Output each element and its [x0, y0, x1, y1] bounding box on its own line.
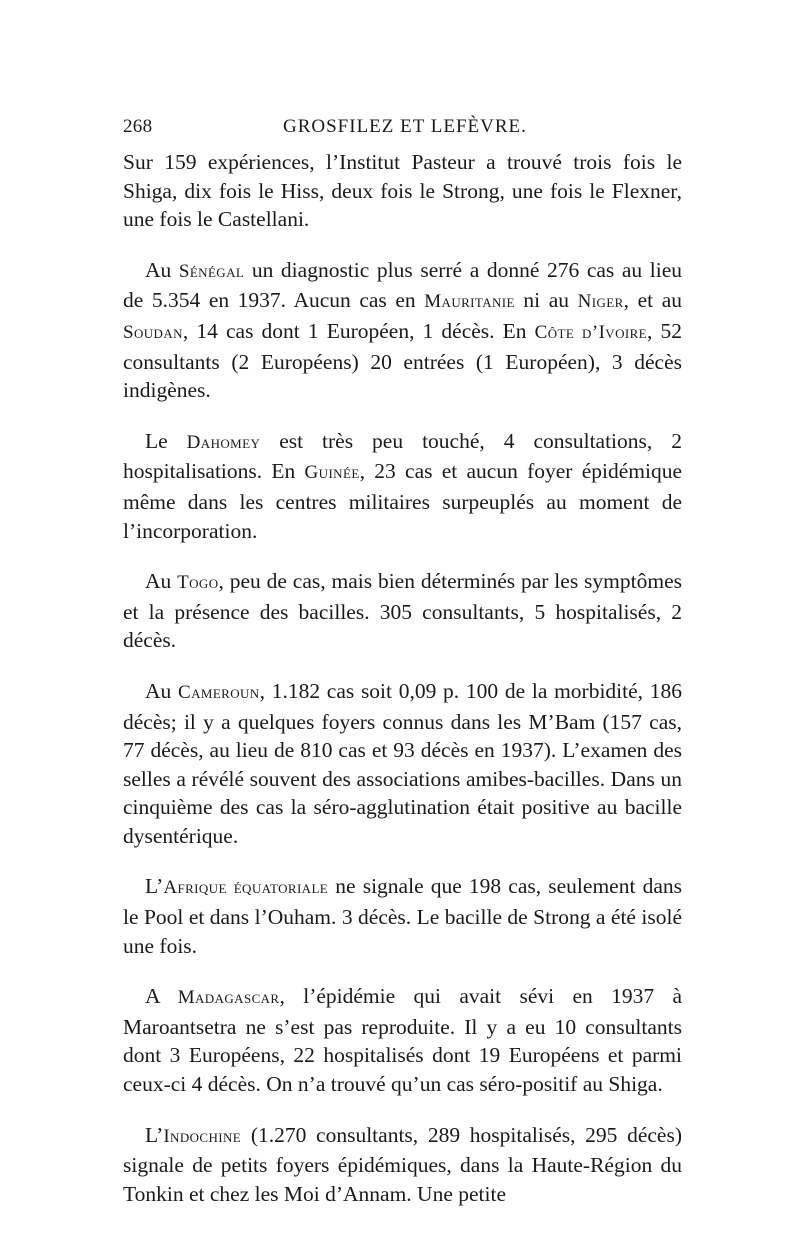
place-name: Afrique équatoriale	[163, 877, 329, 899]
paragraph-afrique-equatoriale	[123, 872, 682, 960]
text-segment: Le	[145, 428, 187, 453]
place-name: Togo	[177, 572, 219, 594]
paragraph-cameroun	[123, 677, 682, 851]
text-segment: , 23 cas et aucun foyer épidémique même dans les centres militaires surpeuplés au moment de l’incorporation.	[123, 459, 682, 543]
paragraph-senegal	[123, 256, 682, 405]
text-segment: ni au	[514, 288, 578, 313]
page-number: 268	[123, 116, 153, 137]
text-segment: , l’épidémie qui avait sévi en 1937 à Maroantsetra ne s’est pas reproduite. Il y a eu 10 consultants dont 3 Européens, 22 hospitalisés dont 19 Européens et parmi ceux-ci 4 décès. On n’a trouvé qu’un cas séro-positif au Shiga.	[123, 984, 683, 1097]
paragraph-indochine	[123, 1121, 682, 1209]
paragraph-dahomey	[123, 427, 682, 545]
place-name: Indochine	[163, 1125, 242, 1147]
text-segment: Au	[145, 678, 178, 703]
paragraph-1	[123, 148, 682, 234]
text-segment: , 1.182 cas soit 0,09 p. 100 de la morbidité, 186 décès; il y a quelques foyers connus dans les M’Bam (157 cas, 77 décès, au lieu de 810 cas et 93 décès en 1937). L’examen des selles a révélé souvent des associations amibes-bacilles. Dans un cinquième des cas la séro-agglutination était positive au bacille dysentérique.	[123, 678, 683, 848]
text-segment: , et au	[623, 288, 683, 313]
document-page	[123, 116, 682, 1230]
text-segment: un diagnostic plus serré a donné 276 cas au lieu de 5.354 en 1937. Aucun cas en	[123, 257, 682, 313]
paragraph-madagascar	[123, 982, 682, 1098]
page-header	[123, 116, 682, 148]
text-segment: , 14 cas dont 1 Européen, 1 décès. En	[182, 318, 535, 343]
place-name: Niger	[577, 291, 624, 313]
text-segment: ne signale que 198 cas, seulement dans le Pool et dans l’Ouham. 3 décès. Le bacille de Strong a été isolé une fois.	[123, 874, 682, 958]
place-name: Madagascar	[177, 987, 280, 1009]
place-name: Sénégal	[178, 260, 245, 282]
place-name: Cameroun	[178, 681, 260, 703]
text-segment: , peu de cas, mais bien déterminés par les symptômes et la présence des bacilles. 305 consultants, 5 hospitalisés, 2 décès.	[123, 569, 682, 653]
place-name: Dahomey	[186, 431, 261, 453]
place-name: Côte d’Ivoire	[534, 321, 648, 343]
text-segment: (1.270 consultants, 289 hospitalisés, 295 décès) signale de petits foyers épidémiques, dans la Haute-Région du Tonkin et chez les Moi d’Annam. Une petite	[123, 1122, 682, 1206]
text-segment: Au	[145, 569, 178, 594]
running-head: GROSFILEZ ET LEFÈVRE.	[283, 116, 527, 137]
text-segment: est très peu touché, 4 consultations, 2 hospitalisations. En	[123, 428, 682, 484]
paragraph-togo	[123, 567, 682, 655]
place-name: Guinée	[304, 462, 360, 484]
place-name: Mauritanie	[424, 291, 515, 313]
text-segment: Sur 159 expériences, l’Institut Pasteur a trouvé trois fois le Shiga, dix fois le Hiss, deux fois le Strong, une fois le Flexner, une fois le Castellani.	[123, 150, 682, 232]
text-segment: Au	[145, 257, 179, 282]
text-segment: , 52 consultants (2 Européens) 20 entrées (1 Européen), 3 décès indigènes.	[123, 318, 683, 403]
text-segment: L’	[145, 874, 164, 899]
text-segment: A	[145, 984, 178, 1009]
place-name: Soudan	[123, 321, 183, 343]
text-segment: L’	[145, 1122, 164, 1147]
